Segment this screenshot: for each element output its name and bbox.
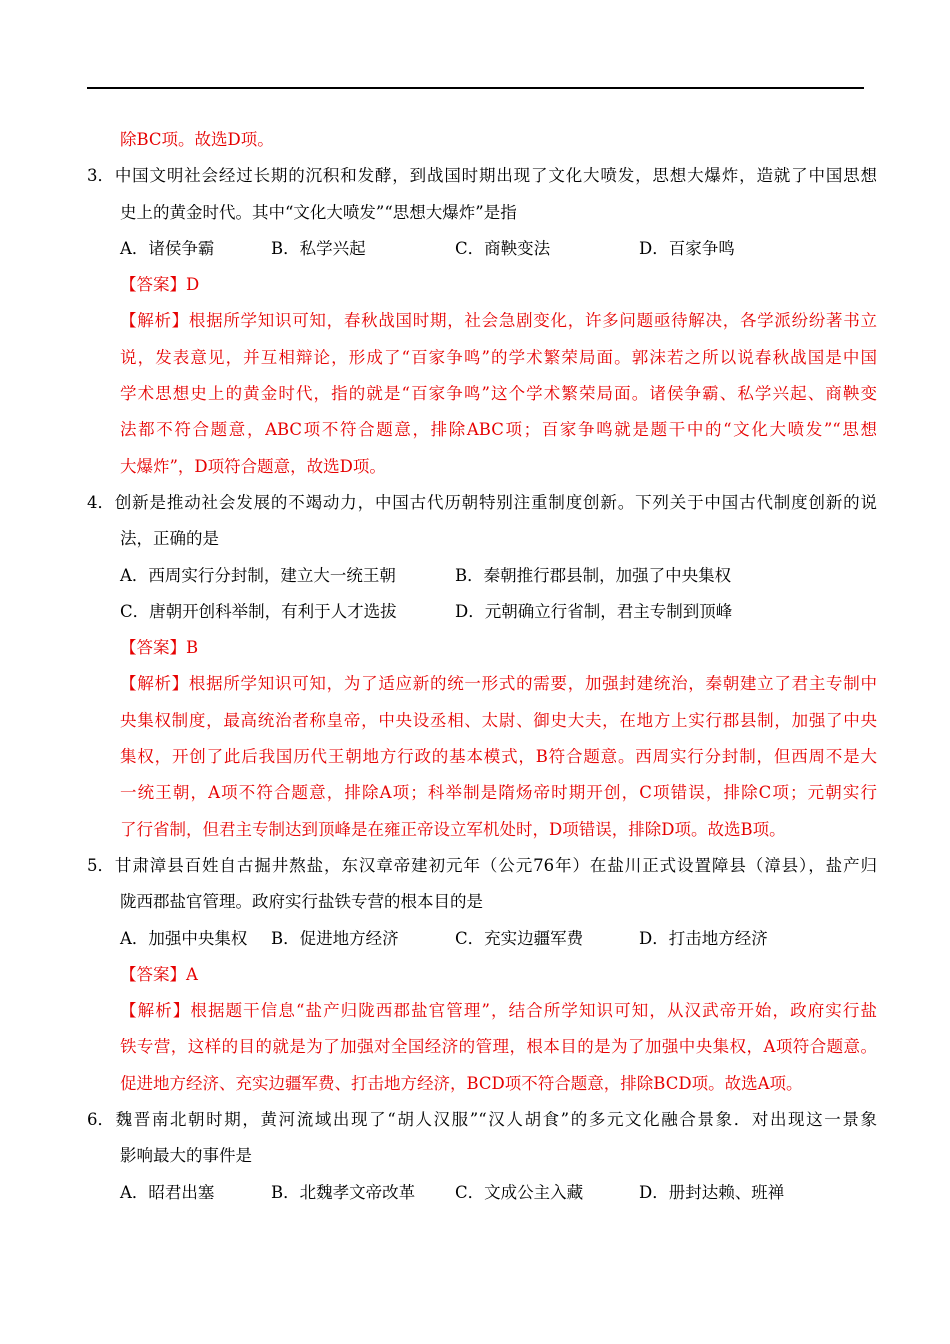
analysis-line: 【解析】根据题干信息“盐产归陇西郡盐官管理”，结合所学知识可知，从汉武帝开始，政府实行盐	[120, 1001, 877, 1021]
header-rule	[87, 87, 864, 89]
option-a: A．昭君出塞	[120, 1182, 215, 1202]
question-stem-line: 5．甘肃漳县百姓自古掘井熬盐，东汉章帝建初元年（公元76年）在盐川正式设置障县（漳县），盐产归	[87, 848, 877, 884]
options-row	[87, 231, 877, 267]
option-a: A．西周实行分封制，建立大一统王朝	[120, 565, 396, 585]
analysis-line: 法都不符合题意，ABC项不符合题意，排除ABC项；百家争鸣就是题干中的“文化大喷发”“思想	[120, 420, 877, 440]
option-b: B．私学兴起	[271, 238, 366, 258]
option-c: C．唐朝开创科举制，有利于人才选拔	[120, 601, 397, 621]
question-stem-line: 法，正确的是	[120, 529, 219, 549]
question-number: 5．	[87, 855, 114, 875]
option-b: B．秦朝推行郡县制，加强了中央集权	[455, 565, 732, 585]
option-d: D．百家争鸣	[639, 238, 735, 258]
answer-label: 【答案】A	[120, 964, 198, 984]
question-5	[87, 848, 877, 1102]
question-number: 6．	[87, 1110, 114, 1130]
question-stem-line: 3．中国文明社会经过长期的沉积和发酵，到战国时期出现了文化大喷发，思想大爆炸，造就了中国思想	[87, 158, 877, 194]
option-d: D．册封达赖、班禅	[639, 1182, 785, 1202]
page-content	[87, 122, 877, 1211]
options-row	[87, 1175, 877, 1211]
question-number: 4．	[87, 492, 114, 512]
analysis-line: 说，发表意见，并互相辩论，形成了“百家争鸣”的学术繁荣局面。郭沫若之所以说春秋战国是中国	[120, 347, 877, 367]
analysis-line: 【解析】根据所学知识可知，为了适应新的统一形式的需要，加强封建统治，秦朝建立了君主专制中	[120, 674, 877, 694]
question-stem-line: 陇西郡盐官管理。政府实行盐铁专营的根本目的是	[120, 892, 483, 912]
analysis-line: 促进地方经济、充实边疆军费、打击地方经济，BCD项不符合题意，排除BCD项。故选A项。	[120, 1073, 803, 1093]
option-a: A．诸侯争霸	[120, 238, 215, 258]
question-stem-line: 史上的黄金时代。其中“文化大喷发”“思想大爆炸”是指	[120, 202, 517, 222]
question-4	[87, 485, 877, 848]
answer-label: 【答案】D	[120, 275, 200, 295]
question-stem-line: 影响最大的事件是	[120, 1146, 252, 1166]
question-6	[87, 1102, 877, 1211]
answer-label: 【答案】B	[120, 638, 199, 658]
option-c: C．充实边疆军费	[455, 928, 584, 948]
option-c: C．文成公主入藏	[455, 1182, 584, 1202]
analysis-line: 集权，开创了此后我国历代王朝地方行政的基本模式，B符合题意。西周实行分封制，但西周不是大	[120, 747, 877, 767]
analysis-line: 学术思想史上的黄金时代，指的就是“百家争鸣”这个学术繁荣局面。诸侯争霸、私学兴起、商鞅变	[120, 384, 877, 404]
question-stem-line: 4．创新是推动社会发展的不竭动力，中国古代历朝特别注重制度创新。下列关于中国古代制度创新的说	[87, 485, 877, 521]
question-stem-line: 6．魏晋南北朝时期，黄河流域出现了“胡人汉服”“汉人胡食”的多元文化融合景象．对出现这一景象	[87, 1102, 877, 1138]
analysis-line: 【解析】根据所学知识可知，春秋战国时期，社会急剧变化，许多问题亟待解决，各学派纷纷著书立	[120, 311, 877, 331]
analysis-line: 大爆炸”，D项符合题意，故选D项。	[120, 456, 386, 476]
question-3	[87, 158, 877, 485]
options-row	[87, 594, 877, 630]
option-d: D．元朝确立行省制，君主专制到顶峰	[455, 601, 733, 621]
analysis-line: 了行省制，但君主专制达到顶峰是在雍正帝设立军机处时，D项错误，排除D项。故选B项。	[120, 819, 786, 839]
options-row	[87, 558, 877, 594]
analysis-line: 一统王朝，A项不符合题意，排除A项；科举制是隋炀帝时期开创，C项错误，排除C项；元朝实行	[120, 783, 877, 803]
option-b: B．促进地方经济	[271, 928, 399, 948]
options-row	[87, 921, 877, 957]
option-d: D．打击地方经济	[639, 928, 768, 948]
option-a: A．加强中央集权	[120, 928, 248, 948]
option-c: C．商鞅变法	[455, 238, 551, 258]
option-b: B．北魏孝文帝改革	[271, 1182, 416, 1202]
analysis-line: 央集权制度，最高统治者称皇帝，中央设丞相、太尉、御史大夫，在地方上实行郡县制，加强了中央	[120, 710, 877, 730]
question-number: 3．	[87, 166, 114, 186]
analysis-line: 铁专营，这样的目的就是为了加强对全国经济的管理，根本目的是为了加强中央集权，A项符合题意。	[120, 1037, 877, 1057]
continuation-text: 除BC项。故选D项。	[120, 130, 274, 149]
